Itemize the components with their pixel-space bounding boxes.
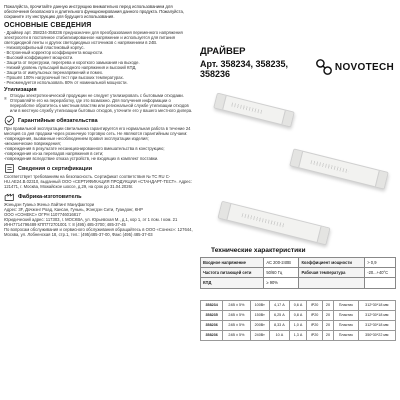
driver-image [213, 93, 294, 128]
factory-line: Юридический адрес: 117303, г. МОСКВА, ул. Юрьевская М., д.1, кор 1, эт 1 пом. I ком. 21 ИНН7714796489 КПП772701001 т: 8 (495) 485-3700; 485-37-45 [4, 217, 178, 227]
model-cell: 0,8 А [289, 310, 306, 320]
certificate-icon [4, 163, 15, 174]
general-item: - Высокий коэффициент мощности. [4, 55, 74, 60]
model-cell: 10 А [269, 330, 289, 340]
model-cell: 0,6 А [289, 301, 306, 311]
model-cell: 358236 [201, 320, 223, 330]
table-row [201, 310, 396, 320]
model-cell: 100Вт [250, 301, 269, 311]
model-cell: Пластик [333, 330, 358, 340]
factory-line: Жэньдэн Гуаньэ Женьэ Лайтинг Мануфактори [4, 202, 95, 207]
warranty-seal-icon [4, 115, 15, 126]
product-articles: Арт. 358234, 358235, 358236 [200, 59, 289, 79]
disposal-text: Отходы электротехнической продукции не следует утилизировать с бытовыми отходами. Отправляйте его на переработку, где это возможно. Для получения информации о переработке обратитесь к местным властям или региональной службе утилизации отходов или в местную службу утилизации бытовых отходов, уточните его у вашего местного дилера. [9, 93, 193, 113]
spec-value [365, 278, 396, 288]
models-table [200, 300, 396, 341]
table-row [201, 301, 396, 311]
general-item: - Драйвер арт. 358234-358236 предназначен для преобразования переменного напряжения электросети в постоянное стабилизированное напряжение и используется для питания светодиодной ленты и других светодиодных источников с напряжением в 24В. [4, 30, 183, 45]
factory-line: ООО «СОНЕКС» ОГРН 1107746016817 [4, 212, 81, 217]
model-cell: 240Вт [250, 330, 269, 340]
driver-image [289, 148, 388, 189]
certificates-title: Сведения о сертификации [18, 165, 93, 172]
model-cell: 312*30*18 мм [358, 301, 395, 311]
spec-key: Коэффициент мощности [299, 258, 365, 268]
table-row [201, 278, 396, 288]
model-cell: Пластик [333, 301, 358, 311]
table-row [201, 258, 396, 268]
product-images [208, 96, 388, 246]
general-item: - Встроенный корректор коэффициента мощности. [4, 50, 104, 55]
model-cell: 358236 [201, 330, 223, 340]
tech-specs-table [200, 257, 396, 289]
crossed-bin-icon [4, 93, 7, 104]
disposal-title: Утилизация [4, 87, 37, 93]
product-title: ДРАЙВЕР [200, 46, 246, 57]
spec-value: ≥ 90% [264, 278, 299, 288]
model-cell: 24В ± 5% [223, 330, 250, 340]
tech-specs-title: Технические характеристики [211, 247, 306, 254]
warranty-text: При правильной эксплуатации светильника гарантируется его нормальная работа в течение 24 месяцев со дня продажи через розничную торговую сеть. Не являются гарантийным случаем: -повреждения, вызванные несоблюдением правил эксплуатации изделия; -механические повреждения; -повреждения в результате несанкционированного вмешательства в конструкцию; -повреждения из-за перепадов напряжения в сети; -повреждения вследствие отказа устройств, не входящих в комплект поставки. [4, 126, 191, 161]
model-cell: IP20 [307, 310, 323, 320]
intro-text: Пожалуйста, прочитайте данную инструкцию внимательно перед использованием для обеспечения безопасного и длительного функционирования данного продукта. Пожалуйста, сохраните эту инструкцию для будущего использования. [4, 4, 184, 19]
general-item: - Защита от импульсных перенапряжений и помех. [4, 70, 104, 75]
driver-image [217, 201, 330, 246]
brand-name: NOVOTECH [334, 61, 394, 73]
factory-header [4, 191, 196, 202]
model-cell: IP20 [307, 330, 323, 340]
certificates-header [4, 163, 196, 174]
model-cell: 358235 [201, 310, 223, 320]
spec-key: Входное напряжение [201, 258, 264, 268]
model-cell: 6,25 А [269, 310, 289, 320]
general-item: - Защита от перегрузки, перегрева и короткого замыкания на выходе. [4, 60, 140, 65]
table-row [201, 330, 396, 340]
model-cell: Пластик [333, 320, 358, 330]
model-cell: IP20 [307, 301, 323, 311]
left-column [4, 4, 196, 237]
spec-key: Рабочая температура [299, 268, 365, 278]
factory-line: Адрес: 3F, Дочжэнг Роад, Кансан, Гуньнь, Жэнгдэн Сити, Гуандонг, КНР [4, 207, 143, 212]
model-cell: 20 [322, 330, 333, 340]
spec-value: AC 200-240В [264, 258, 299, 268]
brand-logo [315, 58, 394, 76]
spec-key [299, 278, 365, 288]
model-cell: IP20 [307, 320, 323, 330]
certificates-text: Соответствует требованиям на безопасность. Сертификат соответствия № ТС RU C-HU.АЕ24.В.02310, выданный ООО «СЕРТИФИКАЦИЯ ПРОДУКЦИИ «СТАНДАРТ-ТЕСТ». Адрес: 121471, г. Москва, Можайское шоссе, д.29, на срок до 31.04.2026г. [4, 174, 192, 189]
general-item: - Низкий уровень пульсаций выходного напряжения и высокий КПД. [4, 65, 137, 70]
general-list [4, 30, 196, 85]
product-title-block [200, 46, 315, 79]
model-cell: 20 [322, 310, 333, 320]
factory-title: Фабрика-изготовитель [18, 193, 82, 200]
model-cell: 1,3 А [289, 330, 306, 340]
model-cell: 24В ± 5% [223, 320, 250, 330]
warranty-header [4, 115, 196, 126]
disposal-block [4, 93, 196, 113]
model-cell: 1,0 А [289, 320, 306, 330]
model-cell: 150Вт [250, 310, 269, 320]
model-cell: 358234 [201, 301, 223, 311]
factory-line: По вопросам обслуживания и сервисного обслуживания обращайтесь в ООО «Сонекс»: 127644, Москва, ул. Лобненская 18, стр.1, тел.: (495)485-37-00, Факс (495) 485-37-03 [4, 227, 193, 237]
spec-value: -20...+40°С [365, 268, 396, 278]
spec-key: КПД [201, 278, 264, 288]
model-cell: 24В ± 5% [223, 310, 250, 320]
model-cell: 20 [322, 301, 333, 311]
model-cell: 20 [322, 320, 333, 330]
general-item: - Рекомендуется использовать 80% от номинальной мощности. [4, 80, 128, 85]
factory-icon [4, 191, 15, 202]
model-cell: 350*30*22 мм [358, 330, 395, 340]
general-item: - Низкопрофильный пластиковый корпус. [4, 45, 85, 50]
spec-key: Частота питающей сети [201, 268, 264, 278]
warranty-title: Гарантийные обязательства [18, 117, 98, 124]
model-cell: 312*30*18 мм [358, 310, 395, 320]
general-item: - Прошёл 100% нагрузочный тест при высоких температурах. [4, 75, 124, 80]
model-cell: 200Вт [250, 320, 269, 330]
brand-mark-icon [315, 58, 333, 76]
factory-lines [4, 202, 196, 237]
spec-value: 50/60 Гц [264, 268, 299, 278]
spec-value: > 0,9 [365, 258, 396, 268]
model-cell: Пластик [333, 310, 358, 320]
table-row [201, 320, 396, 330]
general-title: ОСНОВНЫЕ СВЕДЕНИЯ [4, 22, 92, 29]
model-cell: 4,17 А [269, 301, 289, 311]
model-cell: 24В ± 5% [223, 301, 250, 311]
table-row [201, 268, 396, 278]
model-cell: 8,33 А [269, 320, 289, 330]
model-cell: 312*30*18 мм [358, 320, 395, 330]
